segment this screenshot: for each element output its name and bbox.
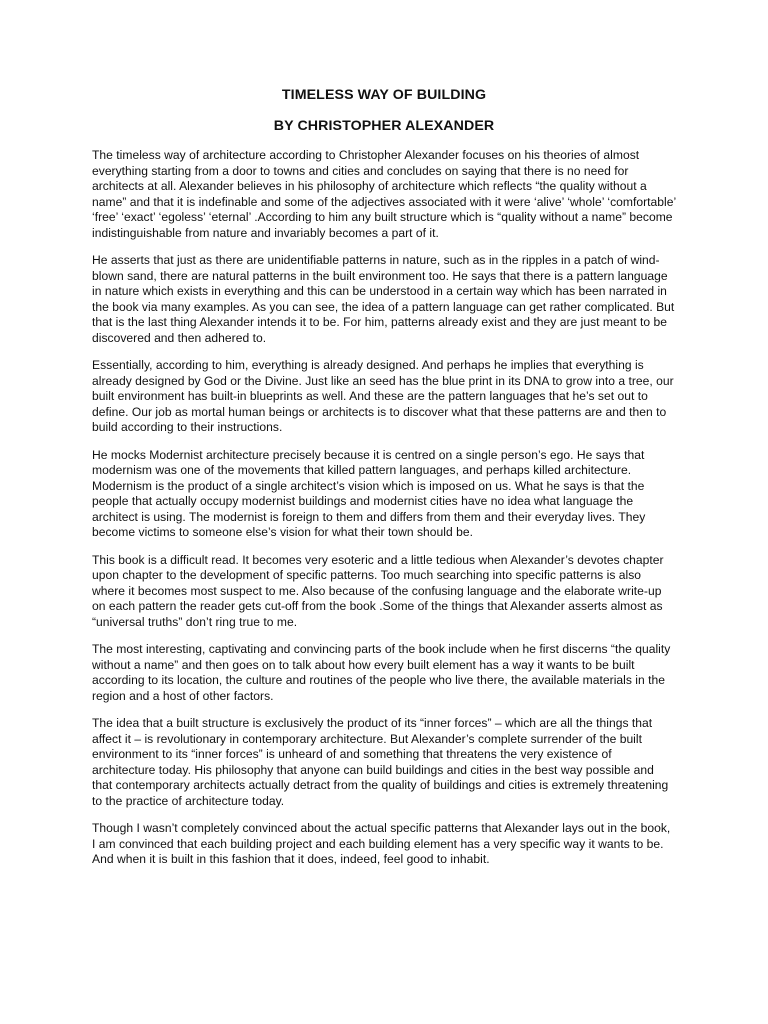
paragraph: He asserts that just as there are unidentifiable patterns in nature, such as in the ripples in a patch of wind-blown sand, there are natural patterns in the built environment too. He says that there is a pattern language in nature which exists in everything and this can be understood in a certain way which has been narrated in the book via many examples. As you can see, the idea of a pattern language can get rather complicated. But that is the last thing Alexander intends it to be. For him, patterns already exist and they are just meant to be discovered and then adhered to. — [92, 253, 675, 345]
document-content — [92, 86, 676, 880]
paragraph: This book is a difficult read. It becomes very esoteric and a little tedious when Alexander’s devotes chapter upon chapter to the development of specific patterns. Too much searching into specific patterns is also where it becomes most suspect to me. Also because of the confusing language and the elaborate write-up on each pattern the reader gets cut-off from the book .Some of the things that Alexander asserts almost as “universal truths” don’t ring true to me. — [92, 552, 664, 629]
document-title: TIMELESS WAY OF BUILDING — [281, 87, 487, 103]
document-author-line: BY CHRISTOPHER ALEXANDER — [273, 118, 495, 134]
paragraph: The idea that a built structure is exclusively the product of its “inner forces” – which are all the things that affect it – is revolutionary in contemporary architecture. But Alexander’s complete surrender of the built environment to its “inner forces” is unheard of and something that threatens the very existence of architecture today. His philosophy that anyone can build buildings and cities in the best way possible and that contemporary architects actually detract from the quality of buildings and cities is extremely threatening to the practice of architecture today. — [92, 716, 669, 808]
paragraph: Though I wasn’t completely convinced about the actual specific patterns that Alexander lays out in the book, I am convinced that each building project and each building element has a very specific way it wants to be. And when it is built in this fashion that it does, indeed, feel good to inhabit. — [92, 821, 671, 866]
paragraph: Essentially, according to him, everything is already designed. And perhaps he implies that everything is already designed by God or the Divine. Just like an seed has the blue print in its DNA to grow into a tree, our built environment has built-in blueprints as well. And these are the pattern languages that he’s set out to define. Our job as mortal human beings or architects is to discover what that these patterns are and then to build according to their instructions. — [92, 358, 674, 434]
paragraph: The most interesting, captivating and convincing parts of the book include when he first discerns “the quality without a name” and then goes on to talk about how every built element has a way it wants to be built according to its location, the culture and routines of the people who live there, the available materials in the region and a host of other factors. — [92, 642, 671, 703]
document-body — [92, 148, 676, 868]
paragraph: He mocks Modernist architecture precisely because it is centred on a single person’s ego. He says that modernism was one of the movements that killed pattern languages, and perhaps killed architecture. Modernism is the product of a single architect’s vision which is imposed on us. What he says is that the people that actually occupy modernist buildings and modernist cities have no idea what language the architect is using. The modernist is foreign to them and differs from them and their everyday lives. They become victims to someone else’s vision for what their town should be. — [92, 447, 646, 539]
paragraph: The timeless way of architecture according to Christopher Alexander focuses on his theories of almost everything starting from a door to towns and cities and concludes on saying that there is no need for architects at all. Alexander believes in his philosophy of architecture which reflects “the quality without a name” and that it is indefinable and some of the adjectives associated with it were ‘alive’ ‘whole’ ‘comfortable’ ‘free’ ‘exact’ ‘egoless’ ‘eternal’ .According to him any built structure which is “quality without a name” become indistinguishable from nature and invariably becomes a part of it. — [92, 148, 676, 240]
